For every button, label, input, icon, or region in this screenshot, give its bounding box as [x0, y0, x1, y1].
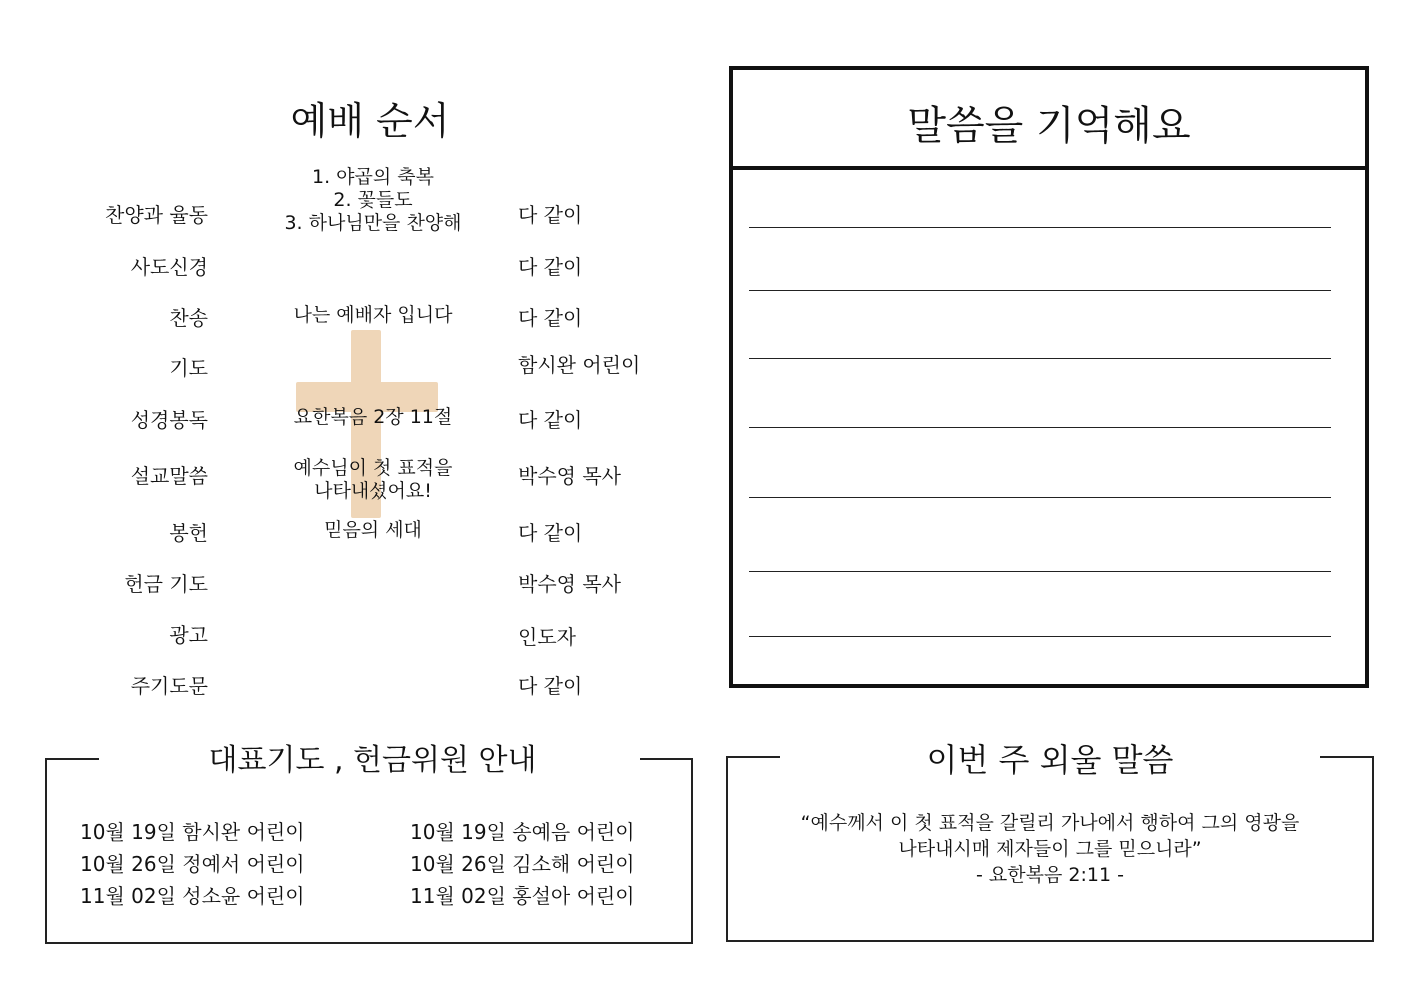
writing-line[interactable]: [749, 290, 1331, 291]
service-item-leader: 다 같이: [518, 521, 583, 545]
writing-line[interactable]: [749, 427, 1331, 428]
prayer-title: 대표기도 , 헌금위원 안내: [208, 743, 537, 778]
service-item-label: 기도: [169, 356, 208, 380]
service-item-leader: 다 같이: [518, 255, 583, 279]
service-item-content: [268, 166, 478, 235]
service-item-label: 봉헌: [169, 521, 208, 545]
offering-entry: 11월 02일 홍설아 어린이: [410, 884, 635, 908]
service-item-label: 헌금 기도: [124, 572, 208, 596]
song-line: 3. 하나님만을 찬양해: [284, 212, 462, 234]
bracket-top-right: [640, 758, 691, 760]
offering-entry: 10월 19일 송예음 어린이: [410, 820, 635, 844]
offering-entry: 10월 26일 김소해 어린이: [410, 852, 635, 876]
sermon-line: 예수님이 첫 표적을: [293, 457, 453, 479]
sermon-line: 나타내셨어요!: [314, 480, 432, 502]
service-item-label: 사도신경: [130, 255, 208, 279]
service-item-label: 설교말씀: [130, 464, 208, 488]
service-item-leader: 인도자: [518, 625, 576, 649]
service-item-content: 요한복음 2장 11절: [293, 406, 453, 428]
bracket-top-left: [726, 756, 780, 758]
service-item-content: 나는 예배자 입니다: [293, 304, 453, 326]
writing-line[interactable]: [749, 636, 1331, 637]
song-line: 1. 야곱의 축복: [312, 166, 434, 188]
bracket-top-left: [45, 758, 99, 760]
bracket-top-right: [1320, 756, 1372, 758]
service-item-label: 찬양과 율동: [105, 203, 208, 227]
service-item-label: 광고: [169, 623, 208, 647]
service-item-leader: 박수영 목사: [518, 572, 621, 596]
service-item-leader: 박수영 목사: [518, 464, 621, 488]
memory-header: [733, 70, 1365, 170]
service-item-label: 성경봉독: [130, 408, 208, 432]
prayer-entry: 10월 26일 정예서 어린이: [80, 852, 305, 876]
writing-line[interactable]: [749, 227, 1331, 228]
service-item-label: 찬송: [169, 306, 208, 330]
memory-title: 말씀을 기억해요: [907, 103, 1191, 149]
verse-title: 이번 주 외울 말씀: [926, 741, 1174, 779]
writing-line[interactable]: [749, 358, 1331, 359]
memory-box: [729, 66, 1369, 688]
verse-line: 나타내시매 제자들이 그를 믿으니라”: [898, 838, 1202, 860]
service-item-content: 믿음의 세대: [324, 519, 422, 541]
service-item-label: 주기도문: [130, 674, 208, 698]
service-item-leader: 다 같이: [518, 306, 583, 330]
service-item-leader: 다 같이: [518, 408, 583, 432]
verse-text: [740, 810, 1360, 888]
verse-line: “예수께서 이 첫 표적을 갈릴리 가나에서 행하여 그의 영광을: [800, 812, 1300, 834]
service-item-leader: 함시완 어린이: [518, 353, 641, 377]
prayer-entry: 10월 19일 함시완 어린이: [80, 820, 305, 844]
writing-line[interactable]: [749, 571, 1331, 572]
service-item-leader: 다 같이: [518, 203, 583, 227]
verse-reference: - 요한복음 2:11 -: [976, 864, 1124, 886]
service-order-title: 예배 순서: [290, 99, 450, 143]
service-item-content: [268, 457, 478, 503]
song-line: 2. 꽃들도: [333, 189, 413, 211]
writing-line[interactable]: [749, 497, 1331, 498]
service-item-leader: 다 같이: [518, 674, 583, 698]
prayer-entry: 11월 02일 성소윤 어린이: [80, 884, 305, 908]
